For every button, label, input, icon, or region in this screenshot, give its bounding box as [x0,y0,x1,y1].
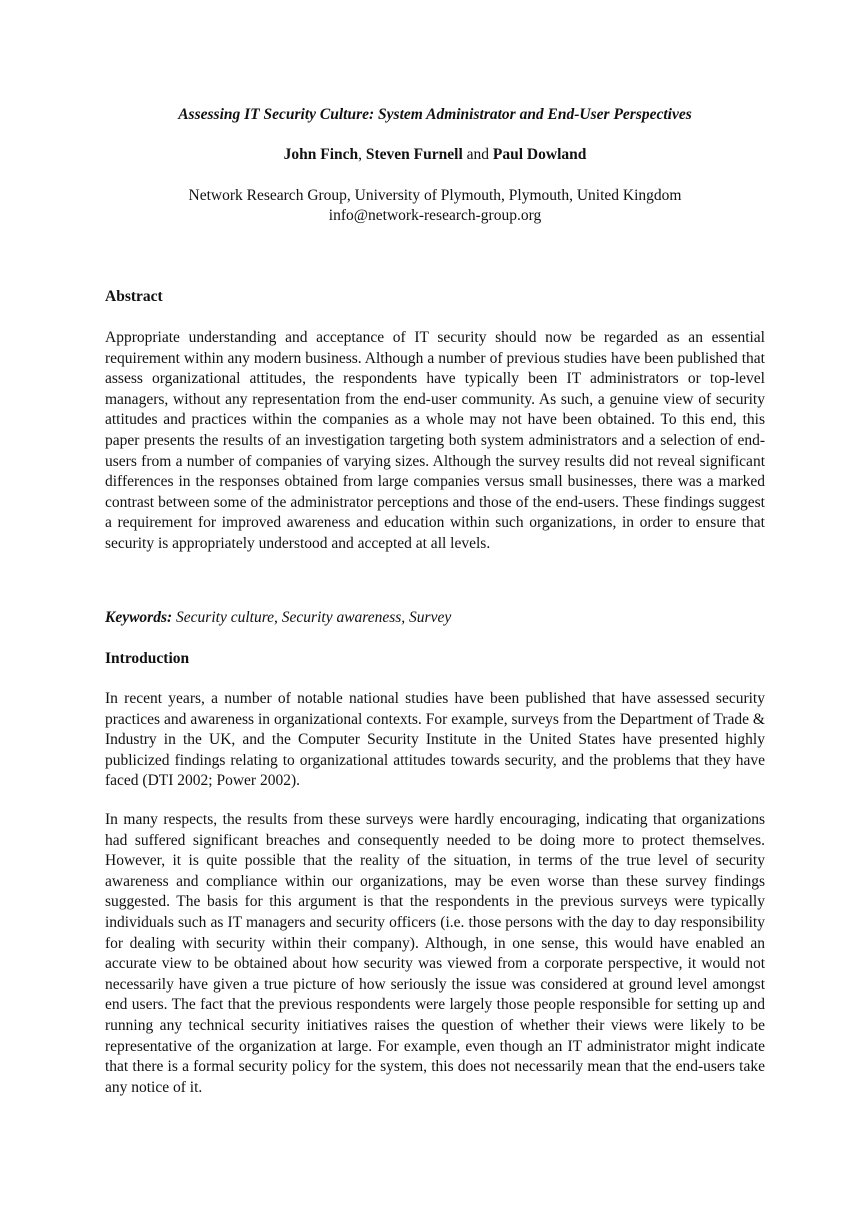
intro-paragraph-2: In many respects, the results from these surveys were hardly encouraging, indicating that organizations had suffered significant breaches and consequently needed to be doing more to protect themselves. However, it is quite possible that the reality of the situation, in terms of the true level of security awareness and compliance within our organizations, may be even worse than these survey findings suggested. The basis for this argument is that the respondents in the previous surveys were typically individuals such as IT managers and security officers (i.e. those persons with the day to day responsibility for dealing with security within their company). Although, in one sense, this would have enabled an accurate view to be obtained about how security was viewed from a corporate perspective, it would not necessarily have given a true picture of how seriously the issue was considered at ground level amongst end users. The fact that the previous respondents were largely those people responsible for setting up and running any technical security initiatives raises the question of whether their views were likely to be representative of the organization at large. For example, even though an IT administrator might indicate that there is a formal security policy for the system, this does not necessarily mean that the end-users take any notice of it. [105,811,765,1096]
author-separator: and [462,146,493,163]
keywords-label: Keywords: [105,609,173,626]
author-line [105,146,765,164]
affiliation: Network Research Group, University of Plymouth, Plymouth, United Kingdom [188,187,682,204]
affiliation-block [105,186,765,226]
contact-email: info@network-research-group.org [328,207,542,224]
author-separator: , [358,146,366,163]
author-name: Paul Dowland [492,146,587,163]
author-name: Steven Furnell [365,146,463,163]
intro-paragraph-1: In recent years, a number of notable national studies have been published that have assessed security practices and awareness in organizational contexts. For example, surveys from the Department of Trade & Industry in the UK, and the Computer Security Institute in the United States have presented highly publicized findings relating to organizational attitudes towards security, and the problems that they have faced (DTI 2002; Power 2002). [105,690,765,790]
abstract-heading: Abstract [105,288,163,305]
keywords-value: Security culture, Security awareness, Survey [176,609,452,626]
paper-title: Assessing IT Security Culture: System Administrator and End-User Perspectives [178,106,692,123]
introduction-heading: Introduction [105,650,190,667]
author-name: John Finch [283,146,359,163]
keywords-line [105,609,451,627]
abstract-text: Appropriate understanding and acceptance of IT security should now be regarded as an essential requirement within any modern business. Although a number of previous studies have been published that assess organizational attitudes, the respondents have typically been IT administrators or top-level managers, without any representation from the end-user community. As such, a genuine view of security attitudes and practices within the companies as a whole may not have been obtained. To this end, this paper presents the results of an investigation targeting both system administrators and a selection of end-users from a number of companies of varying sizes. Although the survey results did not reveal significant differences in the responses obtained from large companies versus small businesses, there was a marked contrast between some of the administrator perceptions and those of the end-users. These findings suggest a requirement for improved awareness and education within such organizations, in order to ensure that security is appropriately understood and accepted at all levels. [105,329,765,552]
